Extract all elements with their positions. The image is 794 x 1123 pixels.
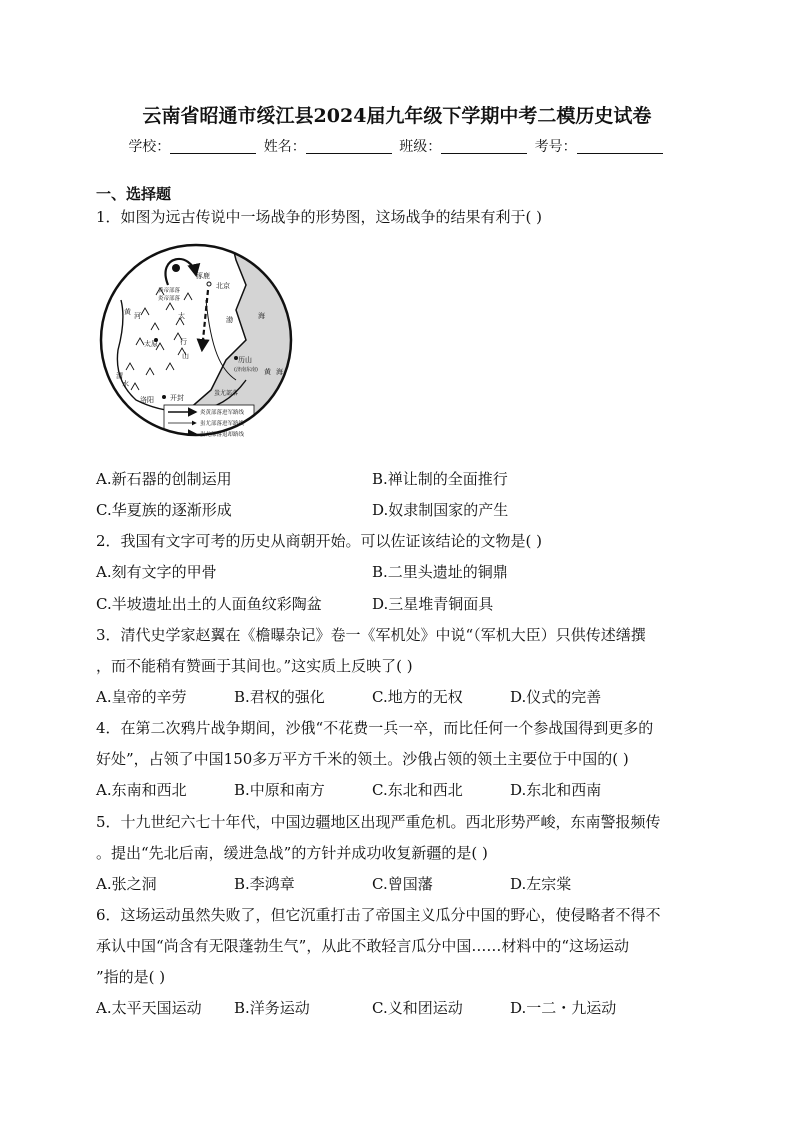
label-taihang-3: 山 bbox=[182, 352, 189, 360]
label-luoyang: 洛阳 bbox=[140, 396, 154, 404]
exam-number-label: 考号： bbox=[534, 139, 577, 155]
label-huanghe-1: 黄 bbox=[124, 308, 131, 316]
question-4-stem-line-1: 4．在第二次鸦片战争期间，沙俄“不花费一兵一卒，而比任何一个参战国得到更多的 bbox=[96, 719, 654, 737]
question-2-stem: 2．我国有文字可考的历史从商朝开始。可以佐证该结论的文物是( ) bbox=[96, 532, 543, 550]
school-label: 学校： bbox=[128, 139, 171, 155]
school-blank[interactable] bbox=[170, 139, 256, 154]
label-yandi: 炎帝部落 bbox=[158, 296, 181, 302]
q3-option-d[interactable]: D.仪式的完善 bbox=[510, 688, 602, 706]
label-bohai-2: 海 bbox=[258, 312, 265, 320]
q1-option-b[interactable]: B.禅让制的全面推行 bbox=[372, 470, 508, 488]
label-zhuolu: 涿鹿 bbox=[196, 272, 210, 280]
label-lishan: 历山 bbox=[238, 356, 252, 364]
q6-option-a[interactable]: A.太平天国运动 bbox=[96, 999, 202, 1017]
name-label: 姓名： bbox=[263, 139, 306, 155]
question-4-stem-line-2: 好处”，占领了中国150多万平方千米的领土。沙俄占领的领土主要位于中国的( ) bbox=[96, 750, 629, 768]
battle-map bbox=[96, 240, 296, 445]
label-huanghe-2: 河 bbox=[134, 312, 141, 320]
legend-item-3: 蚩尤部落退却路线 bbox=[200, 432, 245, 438]
label-weihe-2: 水 bbox=[122, 380, 129, 388]
label-huanghai-1: 黄 bbox=[264, 368, 271, 376]
label-beijing: 北京 bbox=[216, 282, 230, 290]
q5-option-d[interactable]: D.左宗棠 bbox=[510, 875, 572, 893]
q5-option-a[interactable]: A.张之洞 bbox=[96, 875, 157, 893]
q4-option-c[interactable]: C.东北和西北 bbox=[372, 781, 463, 799]
class-label: 班级： bbox=[399, 139, 442, 155]
q1-option-c[interactable]: C.华夏族的逐渐形成 bbox=[96, 501, 232, 519]
q1-option-a[interactable]: A.新石器的创制运用 bbox=[96, 470, 232, 488]
q6-option-d[interactable]: D.一二・九运动 bbox=[510, 999, 617, 1017]
label-weihe-1: 渭 bbox=[116, 372, 123, 380]
student-info-row bbox=[0, 136, 794, 156]
question-6-stem-line-1: 6．这场运动虽然失败了，但它沉重打击了帝国主义瓜分中国的野心，使侵略者不得不 bbox=[96, 906, 661, 924]
question-3-stem-line-2: ，而不能稍有赞画于其间也。”这实质上反映了( ) bbox=[96, 657, 413, 675]
q4-option-d[interactable]: D.东北和西南 bbox=[510, 781, 602, 799]
q3-option-c[interactable]: C.地方的无权 bbox=[372, 688, 463, 706]
exam-number-blank[interactable] bbox=[577, 139, 663, 154]
name-blank[interactable] bbox=[306, 139, 392, 154]
class-blank[interactable] bbox=[441, 139, 527, 154]
q4-option-a[interactable]: A.东南和西北 bbox=[96, 781, 187, 799]
q2-option-a[interactable]: A.刻有文字的甲骨 bbox=[96, 563, 217, 581]
label-taihang-2: 行 bbox=[180, 338, 187, 346]
label-huanghai-2: 海 bbox=[276, 368, 283, 376]
label-taiyuan: 太原 bbox=[144, 340, 158, 348]
q1-option-d[interactable]: D.奴隶制国家的产生 bbox=[372, 501, 509, 519]
label-lishan-note: (济南东南) bbox=[234, 367, 258, 373]
q5-option-b[interactable]: B.李鸿章 bbox=[234, 875, 295, 893]
question-6-stem-line-3: ”指的是( ) bbox=[96, 968, 166, 986]
question-3-stem-line-1: 3．清代史学家赵翼在《檐曝杂记》卷一《军机处》中说“（军机大臣）只供传述缮撰 bbox=[96, 626, 646, 644]
q5-option-c[interactable]: C.曾国藩 bbox=[372, 875, 433, 893]
q6-option-b[interactable]: B.洋务运动 bbox=[234, 999, 310, 1017]
label-chiyou: 蚩尤部落 bbox=[214, 390, 239, 397]
label-huangdi: 黄帝部落 bbox=[158, 288, 181, 294]
legend-item-2: 蚩尤部落进军路线 bbox=[200, 421, 245, 427]
q3-option-a[interactable]: A.皇帝的辛劳 bbox=[96, 688, 187, 706]
question-5-stem-line-1: 5．十九世纪六七十年代，中国边疆地区出现严重危机。西北形势严峻，东南警报频传 bbox=[96, 813, 661, 831]
legend-item-1: 炎黄部落进军路线 bbox=[200, 410, 245, 416]
q2-option-c[interactable]: C.半坡遗址出土的人面鱼纹彩陶盆 bbox=[96, 595, 322, 613]
label-kaifeng: 开封 bbox=[170, 394, 184, 402]
q4-option-b[interactable]: B.中原和南方 bbox=[234, 781, 325, 799]
question-1-stem: 1．如图为远古传说中一场战争的形势图，这场战争的结果有利于( ) bbox=[96, 208, 543, 226]
q3-option-b[interactable]: B.君权的强化 bbox=[234, 688, 325, 706]
label-taihang-1: 太 bbox=[178, 312, 185, 320]
q2-option-b[interactable]: B.二里头遗址的铜鼎 bbox=[372, 563, 508, 581]
q2-option-d[interactable]: D.三星堆青铜面具 bbox=[372, 595, 494, 613]
page-title: 云南省昭通市绥江县2024届九年级下学期中考二模历史试卷 bbox=[142, 105, 652, 127]
section-heading: 一、选择题 bbox=[96, 185, 172, 203]
question-6-stem-line-2: 承认中国“尚含有无限蓬勃生气”，从此不敢轻言瓜分中国……材料中的“这场运动 bbox=[96, 937, 630, 955]
question-5-stem-line-2: 。提出“先北后南，缓进急战”的方针并成功收复新疆的是( ) bbox=[96, 844, 488, 862]
q6-option-c[interactable]: C.义和团运动 bbox=[372, 999, 463, 1017]
label-bohai-1: 渤 bbox=[226, 316, 233, 324]
